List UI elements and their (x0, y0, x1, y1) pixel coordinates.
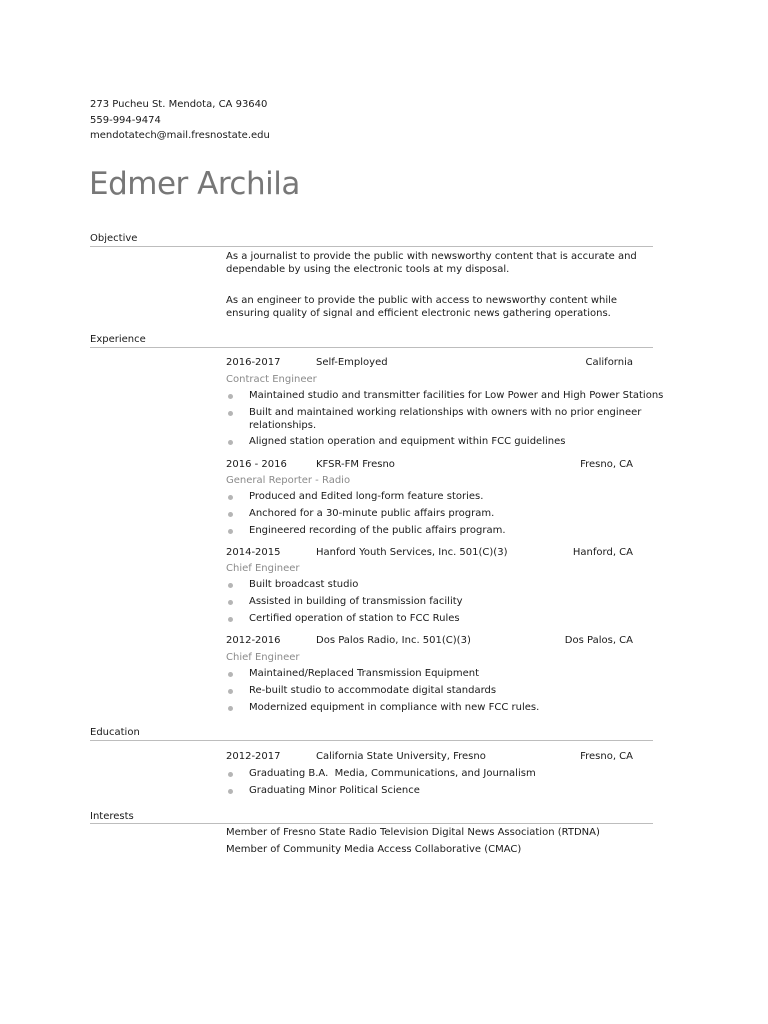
bullet-icon (228, 440, 233, 445)
bullet-icon (228, 672, 233, 677)
contact-block (90, 97, 270, 144)
job-location: Hanford, CA (572, 547, 633, 558)
bullet-icon (228, 772, 233, 777)
job-header (226, 357, 633, 371)
job-years: 2014-2015 (226, 547, 281, 558)
job-role: Chief Engineer (226, 652, 300, 663)
email: mendotatech@mail.fresnostate.edu (90, 130, 270, 141)
education-location: Fresno, CA (580, 751, 633, 762)
bullet-icon (228, 529, 233, 534)
objective-paragraph: As an engineer to provide the public with access to newsworthy content while ensuring quality of signal and efficient electronic news gathering operations. (226, 295, 618, 319)
job-location: Dos Palos, CA (564, 635, 633, 646)
bullet-icon (228, 495, 233, 500)
candidate-name: Edmer Archila (89, 166, 300, 202)
section-label-experience: Experience (90, 334, 146, 345)
job-years: 2012-2016 (226, 635, 281, 646)
job-role: General Reporter - Radio (226, 475, 351, 486)
job-years: 2016-2017 (226, 357, 281, 368)
job-location: California (585, 357, 633, 368)
interest-item: Member of Fresno State Radio Television Digital News Association (RTDNA) (226, 827, 600, 838)
bullet-icon (228, 411, 233, 416)
section-label-interests: Interests (90, 811, 134, 822)
bullet-icon (228, 600, 233, 605)
bullet-icon (228, 689, 233, 694)
bullet-icon (228, 583, 233, 588)
bullet-icon (228, 394, 233, 399)
section-label-education: Education (90, 727, 140, 738)
interest-item: Member of Community Media Access Collaborative (CMAC) (226, 844, 522, 855)
education-school: California State University, Fresno (316, 751, 486, 762)
job-organization: Self-Employed (316, 357, 388, 368)
bullet-icon (228, 617, 233, 622)
job-header (226, 547, 633, 561)
job-organization: Dos Palos Radio, Inc. 501(C)(3) (316, 635, 471, 646)
job-role: Contract Engineer (226, 374, 317, 385)
objective-paragraph: As a journalist to provide the public with newsworthy content that is accurate and dependable by using the electronic tools at my disposal. (226, 251, 637, 275)
section-divider (90, 740, 653, 741)
education-header (226, 751, 633, 765)
section-divider (90, 347, 653, 348)
job-organization: KFSR-FM Fresno (316, 459, 395, 470)
section-divider (90, 823, 653, 824)
education-years: 2012-2017 (226, 751, 281, 762)
job-header (226, 459, 633, 473)
job-role: Chief Engineer (226, 563, 300, 574)
job-location: Fresno, CA (580, 459, 633, 470)
job-header (226, 635, 633, 649)
phone: 559-994-9474 (90, 114, 161, 126)
bullet-icon (228, 789, 233, 794)
bullet-icon (228, 512, 233, 517)
section-label-objective: Objective (90, 233, 138, 244)
bullet-icon (228, 706, 233, 711)
job-organization: Hanford Youth Services, Inc. 501(C)(3) (316, 547, 508, 558)
address: 273 Pucheu St. Mendota, CA 93640 (90, 99, 268, 110)
section-divider (90, 246, 653, 247)
job-years: 2016 - 2016 (226, 459, 287, 470)
